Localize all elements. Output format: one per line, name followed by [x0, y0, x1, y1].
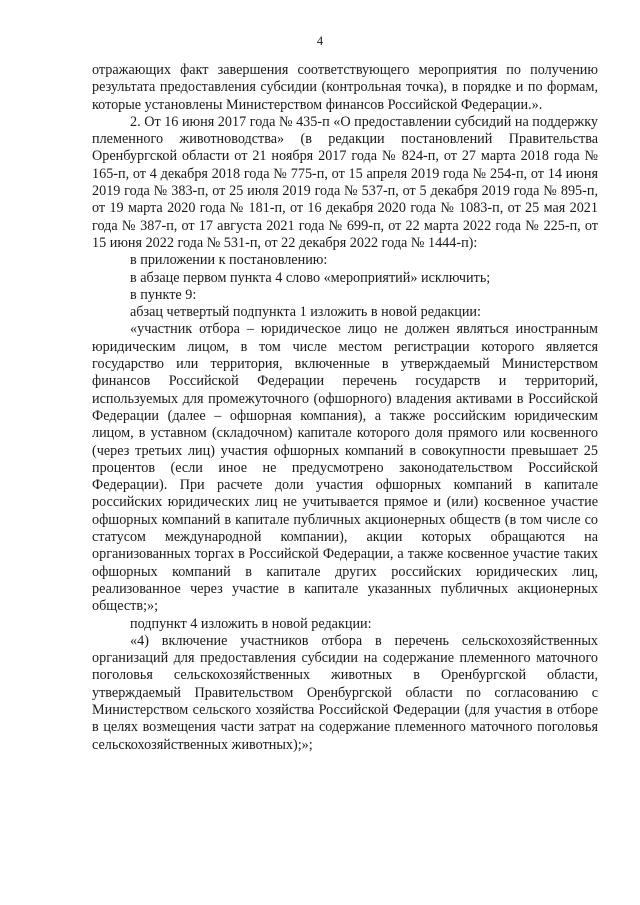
- paragraph-continuation: отражающих факт завершения соответствующего мероприятия по получению результата предоставления субсидии (контрольная точка), в порядке и по формам, которые установлены Министерством финансов Российской Федерации.».: [92, 62, 598, 113]
- paragraph-subclause-4-intro: подпункт 4 изложить в новой редакции:: [130, 615, 372, 632]
- paragraph-appendix-intro: в приложении к постановлению:: [130, 252, 328, 269]
- paragraph-clause-4-change: в абзаце первом пункта 4 слово «мероприятий» исключить;: [130, 269, 491, 286]
- paragraph-participant-requirement: «участник отбора – юридическое лицо не должен являться иностранным юридическим лицом, в том числе местом регистрации которого является государство или территория, включенные в утверждаемый Министерством финансов Российской Федерации перечень государств и территорий, используемых для промежуточного (офшорного) владения активами в Российской Федерации (далее – офшорная компания), а также российским юридическим лицом, в уставном (складочном) капитале которого доля прямого или косвенного (через третьих лиц) участия офшорных компаний в совокупности превышает 25 процентов (если иное не предусмотрено законодательством Российской Федерации). При расчете доли участия офшорных компаний в капитале российских юридических лиц не учитывается прямое и (или) косвенное участие офшорных компаний в капитале публичных акционерных обществ (в том числе со статусом международной компании), акции которых обращаются на организованных торгах в Российской Федерации, а также косвенное участие таких офшорных компаний в капитале других российских юридических лиц, реализованное через участие в капитале указанных публичных акционерных обществ;»;: [92, 321, 598, 615]
- page-number: 4: [316, 34, 324, 48]
- paragraph-item-2: 2. От 16 июня 2017 года № 435-п «О предоставлении субсидий на поддержку племенного животноводства» (в редакции постановлений Правительства Оренбургской области от 21 ноября 2017 года № 824-п, от 27 марта 2018 года № 165-п, от 4 декабря 2018 года № 775-п, от 15 апреля 2019 года № 254-п, от 14 июня 2019 года № 383-п, от 25 июля 2019 года № 537-п, от 5 декабря 2019 года № 895-п, от 19 марта 2020 года № 181-п, от 16 декабря 2020 года № 1083-п, от 25 мая 2021 года № 387-п, от 17 августа 2021 года № 699-п, от 22 марта 2022 года № 225-п, от 15 июня 2022 года № 531-п, от 22 декабря 2022 года № 1444-п):: [92, 113, 598, 251]
- paragraph-subclause-4-text: «4) включение участников отбора в перечень сельскохозяйственных организаций для предоставления субсидии на содержание племенного маточного поголовья сельскохозяйственных животных в Оренбургской области, утверждаемый Правительством Оренбургской области по согласованию с Министерством сельского хозяйства Российской Федерации (для участия в отборе в целях возмещения части затрат на содержание племенного маточного поголовья сельскохозяйственных животных);»;: [92, 632, 598, 753]
- document-body: [92, 62, 598, 754]
- paragraph-subclause-1-intro: абзац четвертый подпункта 1 изложить в новой редакции:: [130, 304, 481, 321]
- paragraph-clause-9-intro: в пункте 9:: [130, 286, 197, 303]
